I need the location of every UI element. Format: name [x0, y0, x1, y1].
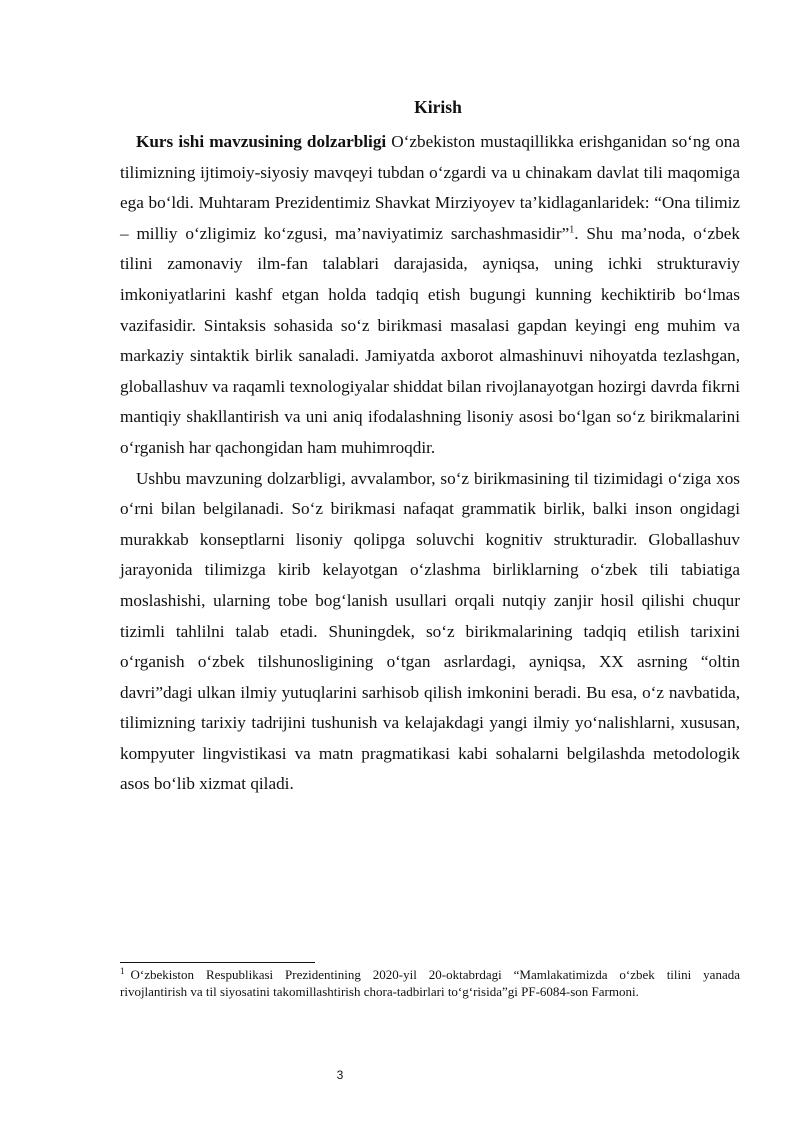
- paragraph-text-before-note: O‘zbekiston mustaqillikka erishganidan so‘ng ona tilimizning ijtimoiy-siyosiy mavqeyi tubdan o‘zgardi va u chinakam davlat tili maqomiga ega bo‘ldi. Muhtaram Prezidentimiz Shavkat Mirziyoyev ta’kidlaganlaridek: “Ona tilimiz – milliy o‘zligimiz ko‘zgusi, ma’naviyatimiz sarchashmasidir”: [120, 132, 740, 243]
- section-title: Kirish: [414, 97, 462, 117]
- footnote-text: O‘zbekiston Respublikasi Prezidentining 2020-yil 20-oktabrdagi “Mamlakatimizda o‘zbek tilini yanada rivojlantirish va til siyosatini takomillashtirish chora-tadbirlari to‘g‘risida”gi PF-6084-son Farmoni.: [120, 967, 740, 999]
- page-number: 3: [336, 1068, 344, 1082]
- paragraph-topic-importance: Ushbu mavzuning dolzarbligi, avvalambor, so‘z birikmasining til tizimidagi o‘ziga xos o‘rni bilan belgilanadi. So‘z birikmasi nafaqat grammatik birlik, balki inson ongidagi murakkab konseptlarni lisoniy qolipga soluvchi kognitiv strukturadir. Globallashuv jarayonida tilimizga kirib kelayotgan o‘zlashma birliklarning o‘zbek tili tabiatiga moslashishi, ularning tobe bog‘lanish usullari orqali nutqiy zanjir hosil qilishi chuqur tizimli tahlilni talab etadi. Shuningdek, so‘z birikmalarining tadqiq etilish tarixini o‘rganish o‘zbek tilshunosligining o‘tgan asrlardagi, ayniqsa, XX asrning “oltin davri”dagi ulkan ilmiy yutuqlarini sarhisob qilish imkonini beradi. Bu esa, o‘z navbatida, tilimizning tarixiy tadrijini tushunish va kelajakdagi yangi ilmiy yo‘nalishlarni, xususan, kompyuter lingvistikasi va matn pragmatikasi kabi sohalarni belgilashda metodologik asos bo‘lib xizmat qiladi.: [120, 468, 740, 794]
- paragraph-lead-bold: Kurs ishi mavzusining dolzarbligi: [136, 132, 387, 151]
- footnote-separator: [120, 962, 315, 963]
- paragraph-text-after-note: . Shu ma’noda, o‘zbek tilini zamonaviy ilm-fan talablari darajasida, ayniqsa, uning ichki strukturaviy imkoniyatlarini kashf etgan holda tadqiq etish bugungi kunning kechiktirib bo‘lmas vazifasidir. Sintaksis sohasida so‘z birikmasi masalasi gapdan keyingi eng muhim va markaziy sintaktik birlik sanaladi. Jamiyatda axborot almashinuvi nihoyatda tezlashgan, globallashuv va raqamli texnologiyalar shiddat bilan rivojlanayotgan hozirgi davrda fikrni mantiqiy shakllantirish va uni aniq ifodalashning lisoniy asosi bo‘lgan so‘z birikmalarini o‘rganish har qachongidan ham muhimroqdir.: [120, 223, 741, 457]
- body-text: [120, 127, 740, 800]
- footnote-marker: 1: [120, 965, 125, 976]
- footnote-reference[interactable]: 1: [569, 224, 575, 236]
- footnote: [120, 966, 740, 1000]
- paragraph-relevance: [120, 127, 740, 464]
